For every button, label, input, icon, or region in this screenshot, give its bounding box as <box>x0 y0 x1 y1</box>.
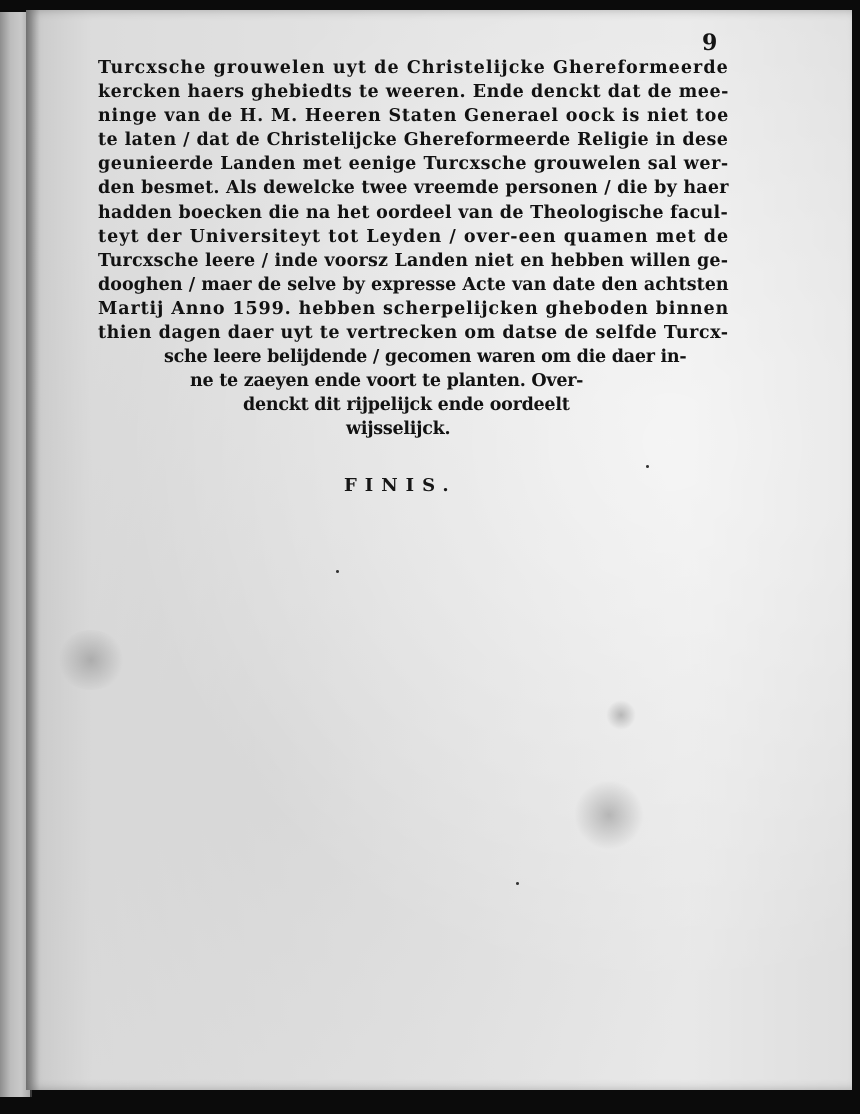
text-line: thien dagen daer uyt te vertrecken om datse de selfde Turcx- <box>98 323 729 344</box>
text-line: teyt der Universiteyt tot Leyden / over-een quamen met de <box>98 226 730 247</box>
gutter-shadow <box>26 10 40 1090</box>
text-line: kercken haers ghebiedts te weeren. Ende denckt dat de mee- <box>98 82 729 103</box>
text-line: sche leere belijdende / gecomen waren om die daer in- <box>164 347 687 368</box>
text-line: Turcxsche grouwelen uyt de Christelijcke Ghereformeerde <box>98 58 729 78</box>
paper-fleck <box>516 882 519 885</box>
page-number: 9 <box>702 30 718 56</box>
text-line: wijsselijck. <box>346 419 451 440</box>
paper-fleck <box>646 465 649 468</box>
text-line: geunieerde Landen met eenige Turcxsche grouwelen sal wer- <box>98 154 729 175</box>
paper-fleck <box>336 570 339 573</box>
paper-stain <box>574 780 644 850</box>
text-line: hadden boecken die na het oordeel van de Theologische facul- <box>98 202 729 223</box>
text-line: te laten / dat de Christelijcke Ghereformeerde Religie in dese <box>98 130 729 151</box>
book-page <box>26 10 852 1090</box>
paper-stain <box>606 700 636 730</box>
finis-colophon: FINIS. <box>344 475 457 496</box>
text-line: ne te zaeyen ende voort te planten. Over- <box>190 371 584 392</box>
text-line: denckt dit rijpelijck ende oordeelt <box>243 395 570 416</box>
text-line: Turcxsche leere / inde voorsz Landen niet en hebben willen ge- <box>98 250 729 271</box>
text-line: ninge van de H. M. Heeren Staten Generael oock is niet toe <box>98 106 730 127</box>
body-text <box>98 56 728 442</box>
text-line: den besmet. Als dewelcke twee vreemde personen / die by haer <box>98 178 729 199</box>
text-line: dooghen / maer de selve by expresse Acte van date den achtsten <box>98 274 729 295</box>
text-line: Martij Anno 1599. hebben scherpelijcken gheboden binnen <box>98 298 730 319</box>
paper-stain <box>56 630 126 690</box>
